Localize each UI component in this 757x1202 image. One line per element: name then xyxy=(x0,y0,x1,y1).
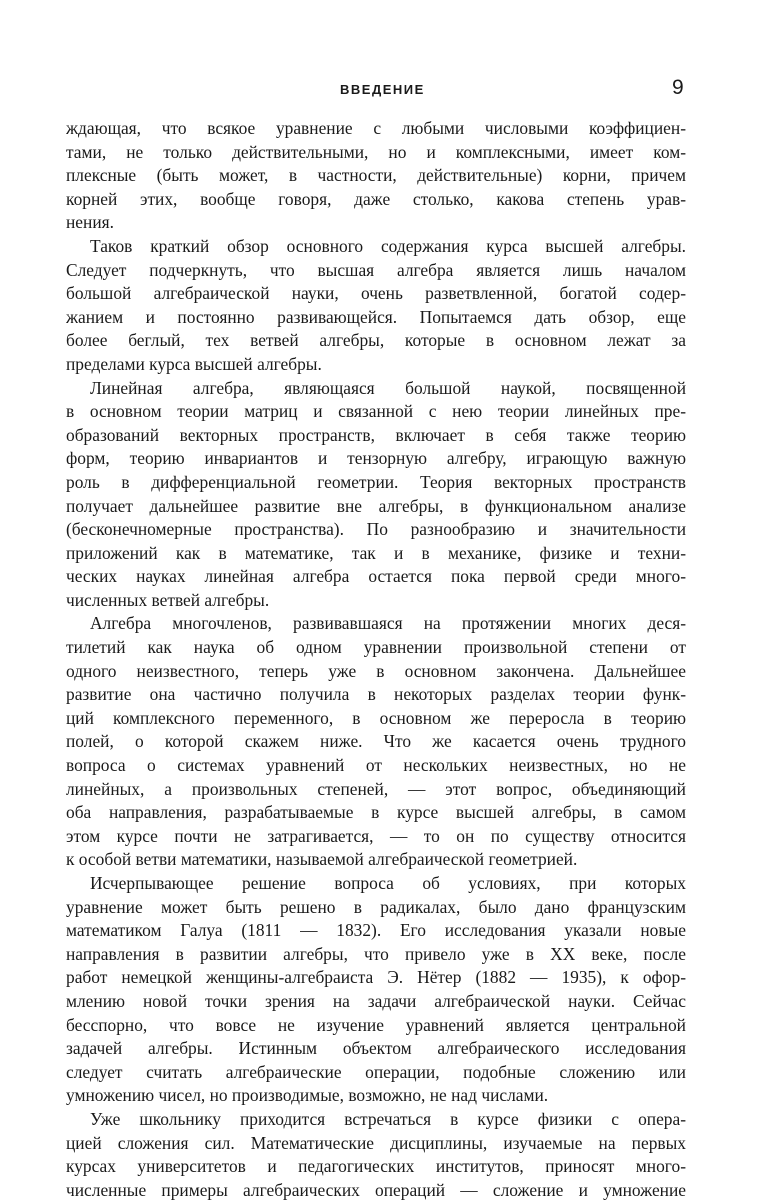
text-line: линейных, а произвольных степеней, — этот вопрос, объединяющий xyxy=(66,778,686,799)
text-line: образований векторных пространств, включает в себя также теорию xyxy=(66,424,686,445)
text-line: этом курсе почти не затрагивается, — то он по существу относится xyxy=(66,825,686,846)
text-line: роль в дифференциальной геометрии. Теория векторных пространств xyxy=(66,471,686,492)
text-line: в основном теории матриц и связанной с нею теории линейных пре- xyxy=(66,401,686,422)
text-line: умножению чисел, но производимые, возможно, не над числами. xyxy=(66,1085,549,1106)
text-line: ций комплексного переменного, в основном же переросла в теорию xyxy=(66,707,686,728)
text-line: курсах университетов и педагогических институтов, приносят много- xyxy=(66,1156,686,1177)
text-line: к особой ветви математики, называемой алгебраической геометрией. xyxy=(66,849,578,870)
text-line: Линейная алгебра, являющаяся большой наукой, посвященной xyxy=(90,377,686,398)
paragraph-4 xyxy=(66,612,686,872)
text-line: ческих науках линейная алгебра остается пока первой среди много- xyxy=(66,566,686,587)
paragraph-5 xyxy=(66,872,686,1108)
paragraph-6 xyxy=(66,1108,686,1202)
text-line: форм, теорию инвариантов и тензорную алгебру, играющую важную xyxy=(66,448,686,469)
text-line: задачей алгебры. Истинным объектом алгебраического исследования xyxy=(66,1038,686,1059)
paragraph-2 xyxy=(66,235,686,377)
text-line: нения. xyxy=(66,212,114,233)
text-line: бесспорно, что вовсе не изучение уравнений является центральной xyxy=(66,1014,686,1035)
text-line: (бесконечномерные пространства). По разнообразию и значительности xyxy=(66,519,686,540)
text-line: развитие она частично получила в некоторых разделах теории функ- xyxy=(66,684,686,705)
text-line: работ немецкой женщины-алгебраиста Э. Нётер (1882 — 1935), к офор- xyxy=(66,967,686,988)
page-number: 9 xyxy=(672,76,684,99)
paragraph-1 xyxy=(66,117,686,235)
text-line: Алгебра многочленов, развивавшаяся на протяжении многих деся- xyxy=(90,613,686,634)
text-line: Таков краткий обзор основного содержания курса высшей алгебры. xyxy=(90,235,686,256)
text-line: тами, не только действительными, но и комплексными, имеет ком- xyxy=(66,141,686,162)
text-line: направления в развитии алгебры, что привело уже в XX веке, после xyxy=(66,943,686,964)
text-line: численных ветвей алгебры. xyxy=(66,589,270,610)
text-line: полей, о которой скажем ниже. Что же касается очень трудного xyxy=(66,731,686,752)
text-line: плексные (быть может, в частности, действительные) корни, причем xyxy=(66,165,686,186)
text-line: тилетий как наука об одном уравнении произвольной степени от xyxy=(66,637,686,658)
text-line: жанием и постоянно развивающейся. Попытаемся дать обзор, еще xyxy=(66,306,686,327)
text-line: пределами курса высшей алгебры. xyxy=(66,353,322,374)
text-line: приложений как в математике, так и в механике, физике и техни- xyxy=(66,542,686,563)
paragraph-3 xyxy=(66,377,686,613)
text-line: ждающая, что всякое уравнение с любыми числовыми коэффициен- xyxy=(66,118,686,138)
text-line: цией сложения сил. Математические дисциплины, изучаемые на первых xyxy=(66,1132,686,1153)
text-line: Исчерпывающее решение вопроса об условиях, при которых xyxy=(90,873,686,893)
text-line: численные примеры алгебраических операций — сложение и умножение xyxy=(66,1179,686,1200)
section-title: ВВЕДЕНИЕ xyxy=(340,82,425,97)
text-line: корней этих, вообще говоря, даже столько, какова степень урав- xyxy=(66,188,686,209)
text-line: одного неизвестного, теперь уже в основном закончена. Дальнейшее xyxy=(66,660,686,681)
text-line: вопроса о системах уравнений от нескольких неизвестных, но не xyxy=(66,755,686,776)
text-line: млению новой точки зрения на задачи алгебраической науки. Сейчас xyxy=(66,990,686,1011)
text-line: уравнение может быть решено в радикалах, было дано французским xyxy=(66,896,686,917)
running-head xyxy=(0,76,757,104)
text-line: следует считать алгебраические операции, подобные сложению или xyxy=(66,1061,686,1082)
text-line: более беглый, тех ветвей алгебры, которые в основном лежат за xyxy=(66,330,686,351)
text-line: математиком Галуа (1811 — 1832). Его исследования указали новые xyxy=(66,920,686,941)
text-line: оба направления, разрабатываемые в курсе высшей алгебры, в самом xyxy=(66,802,686,823)
text-line: получает дальнейшее развитие вне алгебры, в функциональном анализе xyxy=(66,495,686,516)
body-text xyxy=(66,117,686,1202)
text-line: Следует подчеркнуть, что высшая алгебра является лишь началом xyxy=(66,259,686,280)
text-line: Уже школьнику приходится встречаться в курсе физики с опера- xyxy=(90,1108,686,1129)
text-line: большой алгебраической науки, очень разветвленной, богатой содер- xyxy=(66,283,686,304)
